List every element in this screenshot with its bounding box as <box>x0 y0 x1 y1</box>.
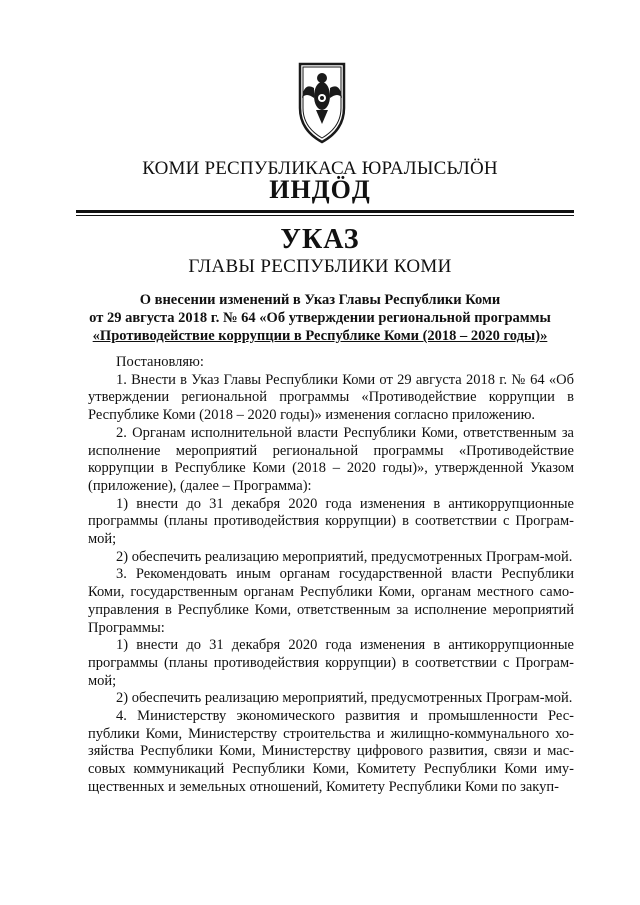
paragraph-2-1: 1) внести до 31 декабря 2020 года изменения в антикоррупционные программы (планы противодействия коррупции) в соответствии с Програм-мой; <box>88 495 574 548</box>
heading-line-2: от 29 августа 2018 г. № 64 «Об утверждении региональной программы <box>89 310 551 326</box>
paragraph-3-1: 1) внести до 31 декабря 2020 года изменения в антикоррупционные программы (планы противодействия коррупции) в соответствии с Програм-мой; <box>88 637 574 689</box>
paragraph-2: 2. Органам исполнительной власти Республики Коми, ответственным за исполнение мероприятий региональной программы «Противодействие коррупции в Республике Коми (2018 – 2020 годы)», утвержденной Указом (приложение), (далее – Программа): <box>88 424 574 494</box>
paragraph-1: 1. Внести в Указ Главы Республики Коми от 29 августа 2018 г. № 64 «Об утверждении региональной программы «Противодействие коррупции в Республике Коми (2018 – 2020 годы)» изменения согласно приложению. <box>88 371 574 424</box>
heading-line-3: «Противодействие коррупции в Республике Коми (2018 – 2020 годы)» <box>92 328 548 344</box>
header-divider-thick <box>76 210 574 213</box>
document-heading <box>60 291 580 345</box>
header-indod: ИНДӦД <box>269 175 371 204</box>
paragraph-4: 4. Министерству экономического развития и промышленности Рес-публики Коми, Министерству строительства и жилищно-коммунального хо-зяйства Республики Коми, Министерству цифрового развития, связи и мас-совых коммуникаций Республики Коми, Комитету Республики Коми иму-щественных и земельных отношений, Комитету Республики Коми по закуп- <box>88 708 574 795</box>
paragraph-3: 3. Рекомендовать иным органам государственной власти Республики Коми, государственным органам Республики Коми, органам местного само-управления в Республике Коми, ответственным за исполнение мероприятий Программы: <box>88 566 574 636</box>
paragraph-decree: Постановляю: <box>116 354 204 370</box>
header-republic-name: КОМИ РЕСПУБЛИКАСА ЮРАЛЫСЬЛӦН <box>142 158 498 179</box>
paragraph-3-2: 2) обеспечить реализацию мероприятий, предусмотренных Програм-мой. <box>116 690 573 707</box>
paragraph-2-2: 2) обеспечить реализацию мероприятий, предусмотренных Програм-мой. <box>116 548 573 565</box>
document-subtitle: ГЛАВЫ РЕСПУБЛИКИ КОМИ <box>188 256 452 277</box>
document-body <box>88 354 574 797</box>
document-title: УКАЗ <box>280 224 360 255</box>
heading-line-1: О внесении изменений в Указ Главы Республики Коми <box>139 292 501 308</box>
coat-of-arms-emblem-icon <box>292 58 352 144</box>
header-divider-thin <box>76 215 574 216</box>
